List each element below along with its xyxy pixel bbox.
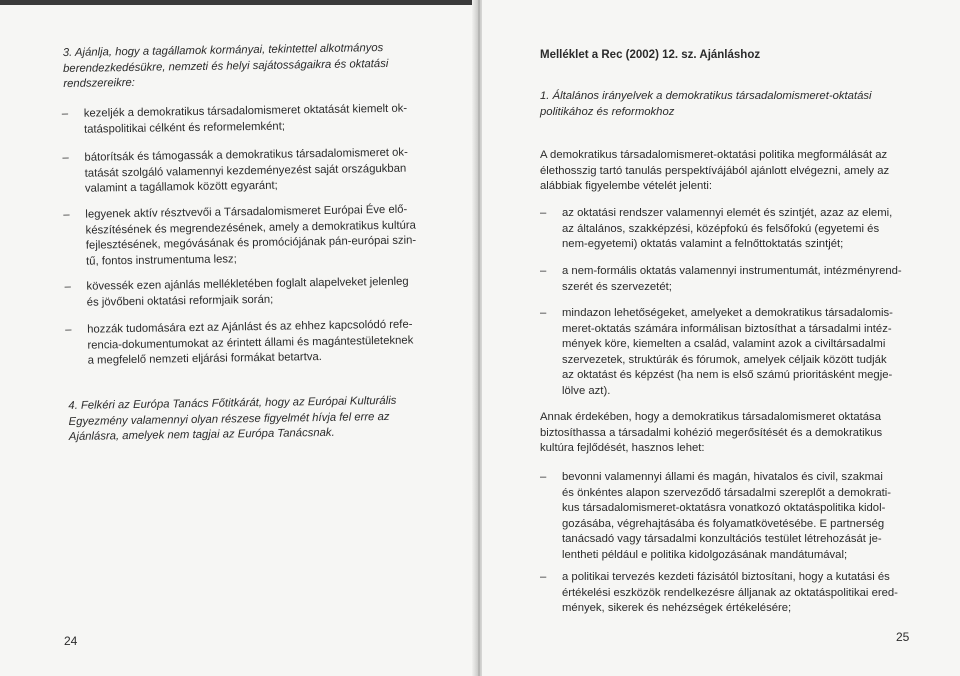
line: alábbiak figyelembe vételét jelenti: xyxy=(540,180,713,193)
bullet-dash: – xyxy=(61,107,69,121)
line: értékelési eszközök rendelkezésre álljanak az oktatáspolitikai ered- xyxy=(562,586,898,599)
bullet-1 xyxy=(62,101,442,138)
line: készítésének és megrendezésének, amely a demokratikus kultúra xyxy=(85,219,416,237)
line: kus társadalomismeret-oktatásra vonatkozó oktatáspolitika kidol- xyxy=(562,502,886,515)
line: bátorítsák és támogassák a demokratikus társadalomismeret ok- xyxy=(84,146,408,164)
list-2-item-2 xyxy=(540,570,960,617)
line: és önkéntes alapon szerveződő társadalmi szereplőt a demokrati- xyxy=(562,486,892,499)
line: 4. Felkéri az Európa Tanács Főtitkárát, hogy az Európai Kulturális xyxy=(68,394,397,412)
line: kövessék ezen ajánlás mellékletében foglalt alapelveket jelenleg xyxy=(86,275,409,293)
page-number-right: 25 xyxy=(896,630,910,644)
bullet-dash: – xyxy=(63,208,70,222)
line: és jövőbeni oktatási reformjaik során; xyxy=(86,293,274,309)
line: mények, sikerek és nehézségek értékelésére; xyxy=(562,602,792,615)
line: szervezetek, struktúrák és fórumok, amelyek céljaik között tudják xyxy=(562,353,887,366)
paragraph-2 xyxy=(540,410,960,457)
line: Annak érdekében, hogy a demokratikus társadalomismeret oktatása xyxy=(540,411,881,423)
line: rendszereikre: xyxy=(63,77,135,91)
bullet-dash: – xyxy=(540,265,547,277)
bullet-5 xyxy=(65,317,446,370)
line: az általános, szakképzési, középfokú és felsőfokú (egyetemi és xyxy=(562,222,880,235)
left-page xyxy=(0,0,478,676)
line: 1. Általános irányelvek a demokratikus társadalomismeret-oktatási xyxy=(540,90,872,102)
list-2-item-1 xyxy=(540,470,960,564)
bullet-dash: – xyxy=(540,307,547,319)
line: gozásába, végrehajtásába és folyamatkövetésébe. E partnerség xyxy=(562,517,885,530)
bullet-dash: – xyxy=(540,471,547,483)
line: tatáspolitikai célként és reformelemként; xyxy=(83,120,286,136)
line: lentheti például e politika kidolgozásának mandátumával; xyxy=(562,548,848,561)
line: berendezkedésükre, nemzeti és helyi sajátosságaikra és oktatási xyxy=(62,57,389,75)
line: a megfelelő nemzeti eljárási formákat betartva. xyxy=(87,351,322,367)
line: meret-oktatás számára informálisan biztosíthat a társadalmi intéz- xyxy=(562,322,892,335)
bullet-dash: – xyxy=(540,207,547,219)
line: a nem-formális oktatás valamennyi instrumentumát, intézményrend- xyxy=(562,265,902,277)
line: mindazon lehetőségeket, amelyeket a demokratikus társadalomis- xyxy=(562,307,893,319)
line: fejlesztésének, megóvásának és promóciójának pán-európai szin- xyxy=(85,234,417,252)
bullet-dash: – xyxy=(540,571,547,583)
line: A demokratikus társadalomismeret-oktatási politika megformálását az xyxy=(540,149,888,161)
bullet-dash: – xyxy=(62,151,69,165)
line: rencia-dokumentumokat az érintett állami és magántestületeknek xyxy=(87,334,414,352)
paragraph-1 xyxy=(540,148,960,195)
line: élethosszig tartó tanulás perspektívájából ajánlott elvégezni, amely az xyxy=(540,164,890,177)
line: tű, fontos instrumentuma lesz; xyxy=(86,253,237,268)
line: valamint a tagállamok között egyaránt; xyxy=(84,179,278,195)
list-1-item-3 xyxy=(540,306,960,400)
line: politikához és reformokhoz xyxy=(540,105,675,118)
line: Ajánlásra, amelyek nem tagjai az Európa Tanácsnak. xyxy=(68,426,335,444)
list-1-item-1 xyxy=(540,206,960,253)
line: legyenek aktív résztvevői a Társadalomismeret Európai Éve elő- xyxy=(85,203,408,221)
bullet-2 xyxy=(62,145,443,198)
line: lölve azt). xyxy=(562,384,611,397)
line: tatását szolgáló valamennyi kezdeményezést saját országukban xyxy=(84,162,407,180)
item-4 xyxy=(68,393,449,446)
bullet-dash: – xyxy=(65,323,72,337)
line: hozzák tudomására ezt az Ajánlást és az ehhez kapcsolódó refe- xyxy=(87,318,413,336)
bullet-3 xyxy=(63,202,444,270)
line: szerét és szervezetét; xyxy=(562,280,672,293)
line: bevonni valamennyi állami és magán, hivatalos és civil, szakmai xyxy=(562,471,883,483)
line: kultúra fejlődését, hasznos lehet: xyxy=(540,442,705,455)
page-number-left: 24 xyxy=(64,634,78,648)
line: az oktatást és képzést (ha nem is első számú prioritásként megje- xyxy=(562,369,893,382)
line: tanácsadó vagy társadalmi konzultációs testület létrehozását je- xyxy=(562,533,882,546)
right-page xyxy=(482,0,960,676)
item-3-intro xyxy=(63,40,444,93)
annex-heading: Melléklet a Rec (2002) 12. sz. Ajánláshoz xyxy=(540,49,761,61)
bullet-dash: – xyxy=(64,280,71,294)
line: mények köre, kiemelten a család, valamint azok a civiltársadalmi xyxy=(562,338,886,351)
line: a politikai tervezés kezdeti fázisától biztosítani, hogy a kutatási és xyxy=(562,571,890,583)
line: 3. Ajánlja, hogy a tagállamok kormányai, tekintettel alkotmányos xyxy=(62,41,384,60)
line: kezeljék a demokratikus társadalomismeret oktatását kiemelt ok- xyxy=(83,102,408,120)
line: nem-egyetemi) oktatás valamint a felnőttoktatás szintjét; xyxy=(562,238,844,251)
line: Egyezmény valamennyi olyan részese figyelmét hívja fel erre az xyxy=(68,410,390,428)
line: biztosíthassa a társadalmi kohézió megerősítését és a demokratikus xyxy=(540,426,883,439)
line: az oktatási rendszer valamennyi elemét és szintjét, azaz az elemi, xyxy=(562,207,893,219)
bullet-4 xyxy=(64,274,444,311)
list-1-item-2 xyxy=(540,264,960,295)
section-1-heading xyxy=(540,89,940,120)
